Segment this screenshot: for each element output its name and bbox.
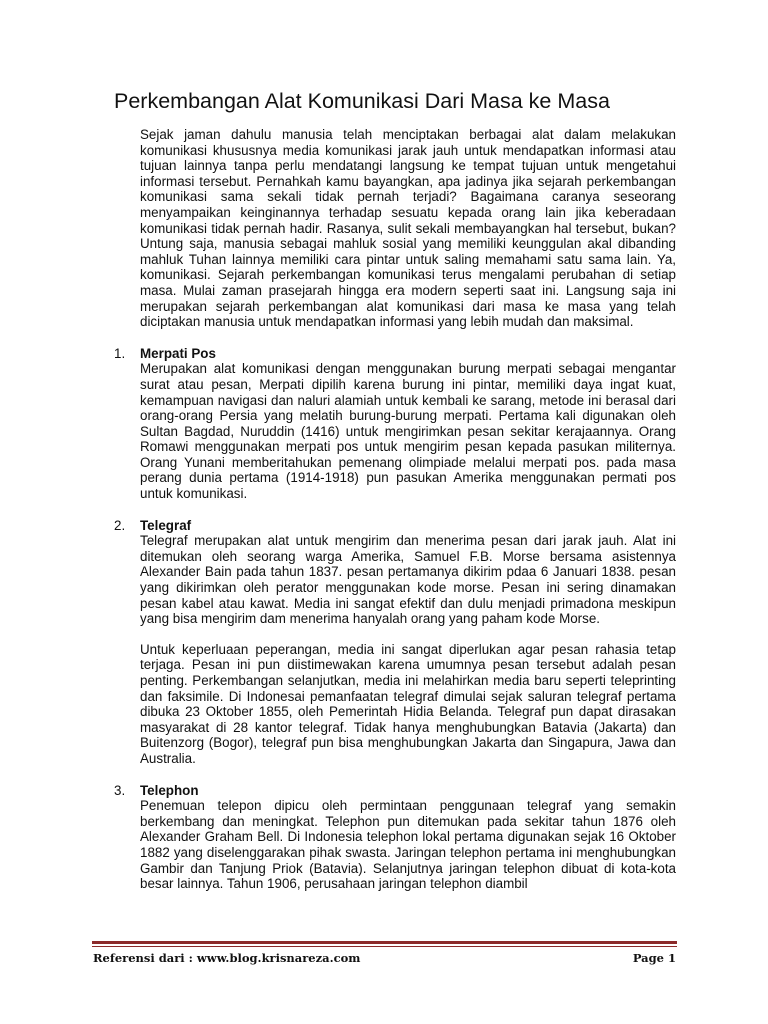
section-number: 2. xyxy=(114,517,126,533)
document-body xyxy=(114,127,676,892)
page-number: Page 1 xyxy=(632,951,676,965)
section-number: 1. xyxy=(114,345,126,361)
footer-reference: Referensi dari : www.blog.krisnareza.com xyxy=(93,951,361,965)
section-paragraph: Untuk keperluaan peperangan, media ini sangat diperlukan agar pesan rahasia tetap terjaga. Pesan ini pun diistimewakan karena umumnya pesan tersebut adalah pesan penting. Perkembangan selanjutkan, media ini melahirkan media baru seperti teleprinting dan faksimile. Di Indonesai pemanfaatan telegraf dimulai sejak saluran telegraf pertama dibuka 23 Oktober 1855, oleh Pemerintah Hidia Belanda. Telegraf pun dapat dirasakan masyarakat di 28 kantor telegraf. Tidak hanya menghubungkan Batavia (Jakarta) dan Buitenzorg (Bogor), telegraf pun bisa menghubungkan Jakarta dan Singapura, Jawa dan Australia. xyxy=(140,641,676,766)
section-heading: Merpati Pos xyxy=(140,345,216,361)
intro-paragraph: Sejak jaman dahulu manusia telah menciptakan berbagai alat dalam melakukan komunikasi khususnya media komunikasi jarak jauh untuk mendapatkan informasi atau tujuan lainnya tanpa perlu mendatangi langsung ke tempat tujuan untuk mengetahui informasi tersebut. Pernahkah kamu bayangkan, apa jadinya jika sejarah perkembangan komunikasi sama sekali tidak pernah terjadi? Bagaimana caranya seseorang menyampaikan keinginannya terhadap sesuatu kepada orang lain jika keberadaan komunikasi tidak pernah hadir. Rasanya, sulit sekali membayangkan hal tersebut, bukan? Untung saja, manusia sebagai mahluk sosial yang memiliki keunggulan akal dibanding mahluk Tuhan lainnya memiliki cara pintar untuk saling memahami satu sama lain. Ya, komunikasi. Sejarah perkembangan komunikasi terus mengalami perubahan di setiap masa. Mulai zaman prasejarah hingga era modern seperti saat ini. Langsung saja ini merupakan sejarah perkembangan alat komunikasi dari masa ke masa yang telah diciptakan manusia untuk mendapatkan informasi yang lebih mudah dan maksimal. xyxy=(140,127,676,330)
footer-rule-thick xyxy=(92,941,677,944)
page-title: Perkembangan Alat Komunikasi Dari Masa ke Masa xyxy=(114,89,610,113)
footer-rule-thin xyxy=(92,946,677,947)
section-paragraph: Telegraf merupakan alat untuk mengirim dan menerima pesan dari jarak jauh. Alat ini ditemukan oleh seorang warga Amerika, Samuel F.B. Morse bersama asistennya Alexander Bain pada tahun 1837. pesan pertamanya dikirim pdaa 6 Januari 1838. pesan yang dikirimkan oleh perator menggunakan kode morse. Pesan ini sering dinamakan pesan kabel atau kawat. Media ini sangat efektif dan dulu menjadi primadona meskipun yang bisa mengirim dam menerima hanyalah orang yang paham kode Morse. xyxy=(140,533,676,627)
section-heading: Telegraf xyxy=(140,517,192,533)
section-merpati-pos xyxy=(114,346,676,502)
section-paragraph: Merupakan alat komunikasi dengan menggunakan burung merpati sebagai mengantar surat atau pesan, Merpati dipilih karena burung ini pintar, memiliki daya ingat kuat, kemampuan navigasi dan naluri alamiah untuk kembali ke sarang, metode ini berasal dari orang-orang Persia yang melatih burung-burung merpati. Pertama kali digunakan oleh Sultan Bagdad, Nuruddin (1416) untuk mengirimkan pesan sekitar kerajaannya. Orang Romawi menggunakan merpati pos untuk mengirim pesan kepada pasukan militernya. Orang Yunani memberitahukan pemenang olimpiade melalui merpati pos. pada masa perang dunia pertama (1914-1918) pun pasukan Amerika menggunakan permati pos untuk komunikasi. xyxy=(140,361,676,502)
section-telephon xyxy=(114,783,676,892)
section-paragraph: Penemuan telepon dipicu oleh permintaan penggunaan telegraf yang semakin berkembang dan meningkat. Telephon pun ditemukan pada sekitar tahun 1876 oleh Alexander Graham Bell. Di Indonesia telephon lokal pertama digunakan sejak 16 Oktober 1882 yang diselenggarakan pihak swasta. Jaringan telephon pertama ini menghubungkan Gambir dan Tanjung Priok (Batavia). Selanjutnya jaringan telephon dibuat di kota-kota besar lainnya. Tahun 1906, perusahaan jaringan telephon diambil xyxy=(140,798,676,892)
section-heading: Telephon xyxy=(140,782,199,798)
section-number: 3. xyxy=(114,782,126,798)
section-telegraf xyxy=(114,518,676,767)
